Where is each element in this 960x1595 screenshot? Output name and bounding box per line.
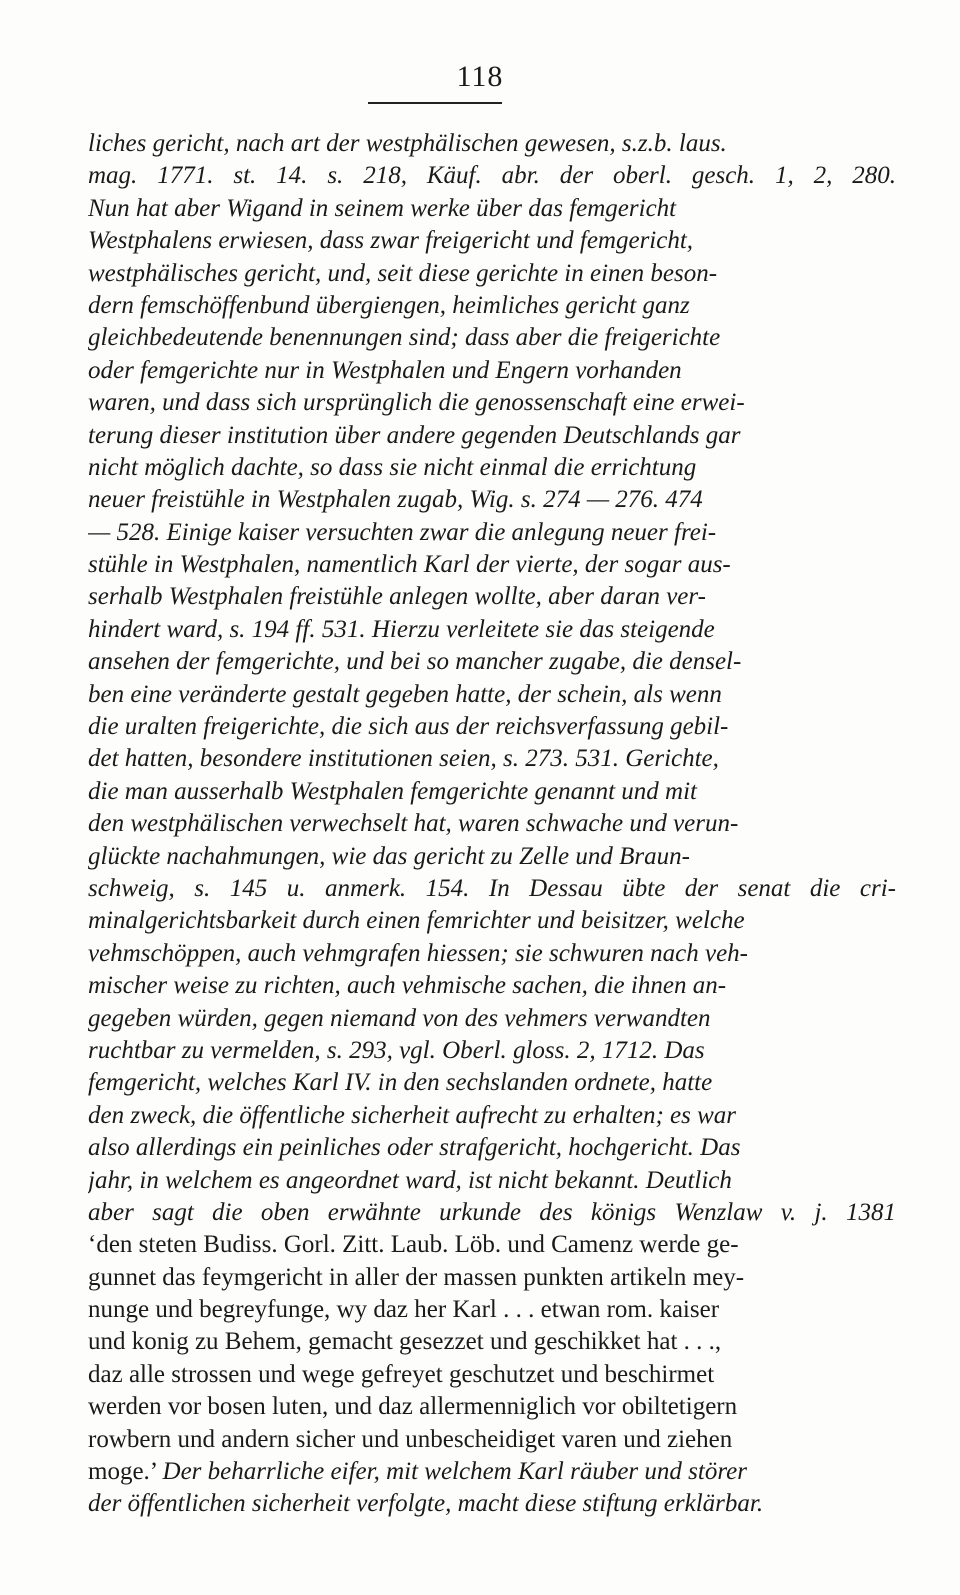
text-line: gleichbedeutende benennungen sind; dass aber die freigerichte xyxy=(88,324,721,352)
text-line: oder femgerichte nur in Westphalen und Engern vorhanden xyxy=(88,356,682,384)
quote-line: und konig zu Behem, gemacht gesezzet und geschikket hat . . ., xyxy=(88,1328,722,1356)
text-line: ben eine veränderte gestalt gegeben hatte, der schein, als wenn xyxy=(88,680,722,708)
quote-line: werden vor bosen luten, und daz allermenniglich vor obiltetigern xyxy=(88,1393,738,1421)
text-line: minalgerichtsbarkeit durch einen femrichter und beisitzer, welche xyxy=(88,907,745,935)
text-line: waren, und dass sich ursprünglich die genossenschaft eine erwei- xyxy=(88,389,745,417)
quote-line: ‘den steten Budiss. Gorl. Zitt. Laub. Löb. und Camenz werde ge- xyxy=(88,1231,739,1259)
quote-line: rowbern und andern sicher und unbescheidiget varen und ziehen xyxy=(88,1425,733,1453)
text-line: schweig, s. 145 u. anmerk. 154. In Dessau übte der senat die cri- xyxy=(88,874,896,902)
text-line: det hatten, besondere institutionen seien, s. 273. 531. Gerichte, xyxy=(88,745,719,773)
text-line: mischer weise zu richten, auch vehmische sachen, die ihnen an- xyxy=(88,972,727,1000)
quote-line: gunnet das feymgericht in aller der massen punkten artikeln mey- xyxy=(88,1263,745,1291)
text-line: Westphalens erwiesen, dass zwar freigericht und femgericht, xyxy=(88,227,694,255)
text-line: ruchtbar zu vermelden, s. 293, vgl. Oberl. gloss. 2, 1712. Das xyxy=(88,1036,705,1064)
text-line: — 528. Einige kaiser versuchten zwar die anlegung neuer frei- xyxy=(88,518,717,546)
page-number: 118 xyxy=(456,60,504,93)
text-line: die man ausserhalb Westphalen femgerichte genannt und mit xyxy=(88,777,697,805)
text-line: jahr, in welchem es angeordnet ward, ist nicht bekannt. Deutlich xyxy=(88,1166,732,1194)
text-line: westphälisches gericht, und, seit diese gerichte in einen beson- xyxy=(88,259,718,287)
text-line: terung dieser institution über andere gegenden Deutschlands gar xyxy=(88,421,741,449)
text-line: den zweck, die öffentliche sicherheit aufrecht zu erhalten; es war xyxy=(88,1101,737,1129)
text-line: liches gericht, nach art der westphälischen gewesen, s.z.b. laus. xyxy=(88,130,727,157)
quote-end: moge.’ xyxy=(88,1458,157,1486)
text-line: Nun hat aber Wigand in seinem werke über das femgericht xyxy=(88,194,677,222)
text-line: aber sagt die oben erwähnte urkunde des königs Wenzlaw v. j. 1381 xyxy=(88,1198,896,1226)
text-line: also allerdings ein peinliches oder strafgericht, hochgericht. Das xyxy=(88,1134,741,1162)
text-line: femgericht, welches Karl IV. in den sechslanden ordnete, hatte xyxy=(88,1069,713,1097)
text-line: vehmschöppen, auch vehmgrafen hiessen; sie schwuren nach veh- xyxy=(88,939,748,967)
closing-italic-text: Der beharrliche eifer, mit welchem Karl räuber und störer xyxy=(162,1458,747,1486)
text-line: hindert ward, s. 194 ff. 531. Hierzu verleitete sie das steigende xyxy=(88,615,715,643)
quote-line: daz alle strossen und wege gefreyet geschutzet und beschirmet xyxy=(88,1360,715,1388)
text-line: gegeben würden, gegen niemand von des vehmers verwandten xyxy=(88,1004,711,1032)
header-rule xyxy=(368,102,502,104)
text-line: mag. 1771. st. 14. s. 218, Käuf. abr. der oberl. gesch. 1, 2, 280. xyxy=(88,162,896,190)
body-text xyxy=(88,128,896,1521)
text-line: nicht möglich dachte, so dass sie nicht einmal die errichtung xyxy=(88,453,697,481)
text-line: den westphälischen verwechselt hat, waren schwache und verun- xyxy=(88,810,739,838)
text-line: die uralten freigerichte, die sich aus der reichsverfassung gebil- xyxy=(88,713,729,741)
text-line: dern femschöffenbund übergiengen, heimliches gericht ganz xyxy=(88,291,690,319)
text-line: serhalb Westphalen freistühle anlegen wollte, aber daran ver- xyxy=(88,583,706,611)
text-line: neuer freistühle in Westphalen zugab, Wig. s. 274 — 276. 474 xyxy=(88,486,703,514)
quote-line: nunge und begreyfunge, wy daz her Karl . . . etwan rom. kaiser xyxy=(88,1296,720,1324)
text-line: glückte nachahmungen, wie das gericht zu Zelle und Braun- xyxy=(88,842,690,870)
text-line: ansehen der femgerichte, und bei so mancher zugabe, die densel- xyxy=(88,648,742,676)
last-line: der öffentlichen sicherheit verfolgte, macht diese stiftung erklärbar. xyxy=(88,1490,764,1518)
closing-line xyxy=(88,1456,896,1488)
text-line: stühle in Westphalen, namentlich Karl der vierte, der sogar aus- xyxy=(88,551,731,579)
